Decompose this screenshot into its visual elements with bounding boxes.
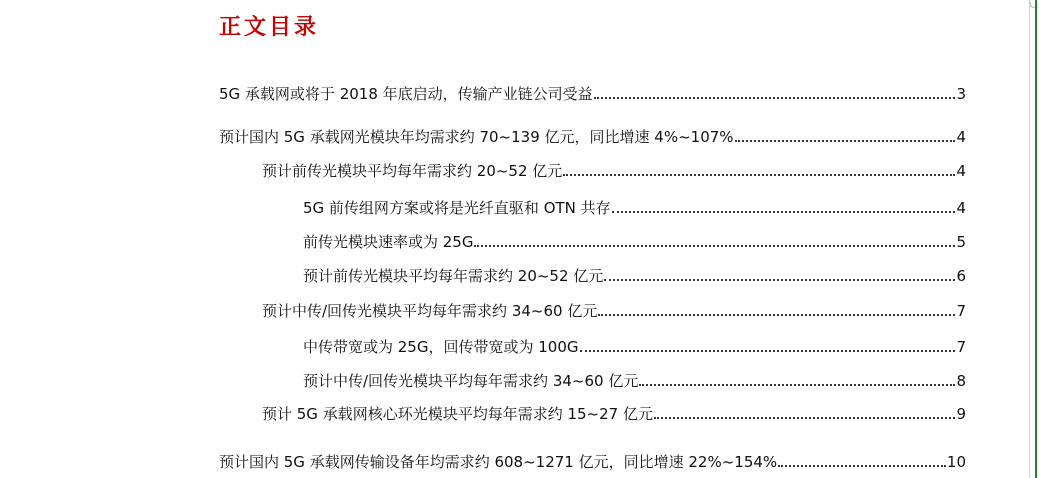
dot-leader	[474, 232, 955, 247]
toc-entry-level2[interactable]	[262, 301, 966, 321]
dot-leader	[735, 127, 956, 142]
toc-entry-text: 中传带宽或为 25G，回传带宽或为 100G	[303, 338, 579, 356]
toc-entry-level3[interactable]	[303, 337, 966, 357]
toc-entry-text: 前传光模块速率或为 25G	[303, 233, 474, 251]
toc-entry-level3[interactable]	[303, 371, 966, 391]
toc-entry-text: 预计前传光模块平均每年需求约 20~52 亿元	[303, 267, 604, 285]
dot-leader	[598, 301, 955, 316]
dot-leader	[563, 161, 955, 176]
toc-entry-level3[interactable]	[303, 198, 966, 218]
toc-entry-text: 预计 5G 承载网核心环光模块平均每年需求约 15~27 亿元	[262, 405, 653, 423]
toc-entry-level1[interactable]	[219, 84, 966, 104]
dot-leader	[604, 266, 955, 281]
dot-leader	[654, 404, 955, 419]
toc-entry-level3[interactable]	[303, 266, 966, 286]
dot-leader	[778, 452, 946, 467]
toc-page-number: 10	[946, 453, 966, 471]
toc-entry-level1[interactable]	[219, 127, 966, 147]
page-edge-divider	[1029, 0, 1030, 478]
toc-page-number: 8	[956, 372, 966, 390]
toc-entry-text: 预计国内 5G 承载网传输设备年均需求约 608~1271 亿元，同比增速 22%~154%	[219, 453, 778, 471]
accent-rule	[1035, 0, 1037, 478]
toc-page-number: 4	[956, 162, 966, 180]
toc-page-number: 4	[956, 128, 966, 146]
toc-entry-text: 5G 承载网或将于 2018 年底启动，传输产业链公司受益	[219, 85, 593, 103]
dot-leader	[594, 84, 956, 99]
toc-page-number: 6	[956, 267, 966, 285]
toc-page-number: 7	[956, 338, 966, 356]
toc-entry-text: 预计前传光模块平均每年需求约 20~52 亿元	[262, 162, 563, 180]
toc-entry-level3[interactable]	[303, 232, 966, 252]
toc-page-number: 7	[956, 302, 966, 320]
toc-entry-text: 预计中传/回传光模块平均每年需求约 34~60 亿元	[303, 372, 639, 390]
dot-leader	[639, 371, 955, 386]
toc-page-number: 9	[956, 405, 966, 423]
dot-leader	[580, 337, 956, 352]
toc-page-number: 5	[956, 233, 966, 251]
toc-entry-text: 预计国内 5G 承载网光模块年均需求约 70~139 亿元，同比增速 4%~107%	[219, 128, 734, 146]
toc-entry-text: 5G 前传组网方案或将是光纤直驱和 OTN 共存	[303, 199, 611, 217]
toc-entry-level2[interactable]	[262, 404, 966, 424]
page-title: 正文目录	[219, 14, 320, 40]
dot-leader	[612, 198, 956, 213]
toc-page-number: 4	[956, 199, 966, 217]
toc-page-number: 3	[956, 85, 966, 103]
toc-entry-level1[interactable]	[219, 452, 966, 472]
toc-entry-level2[interactable]	[262, 161, 966, 181]
toc-entry-text: 预计中传/回传光模块平均每年需求约 34~60 亿元	[262, 302, 598, 320]
